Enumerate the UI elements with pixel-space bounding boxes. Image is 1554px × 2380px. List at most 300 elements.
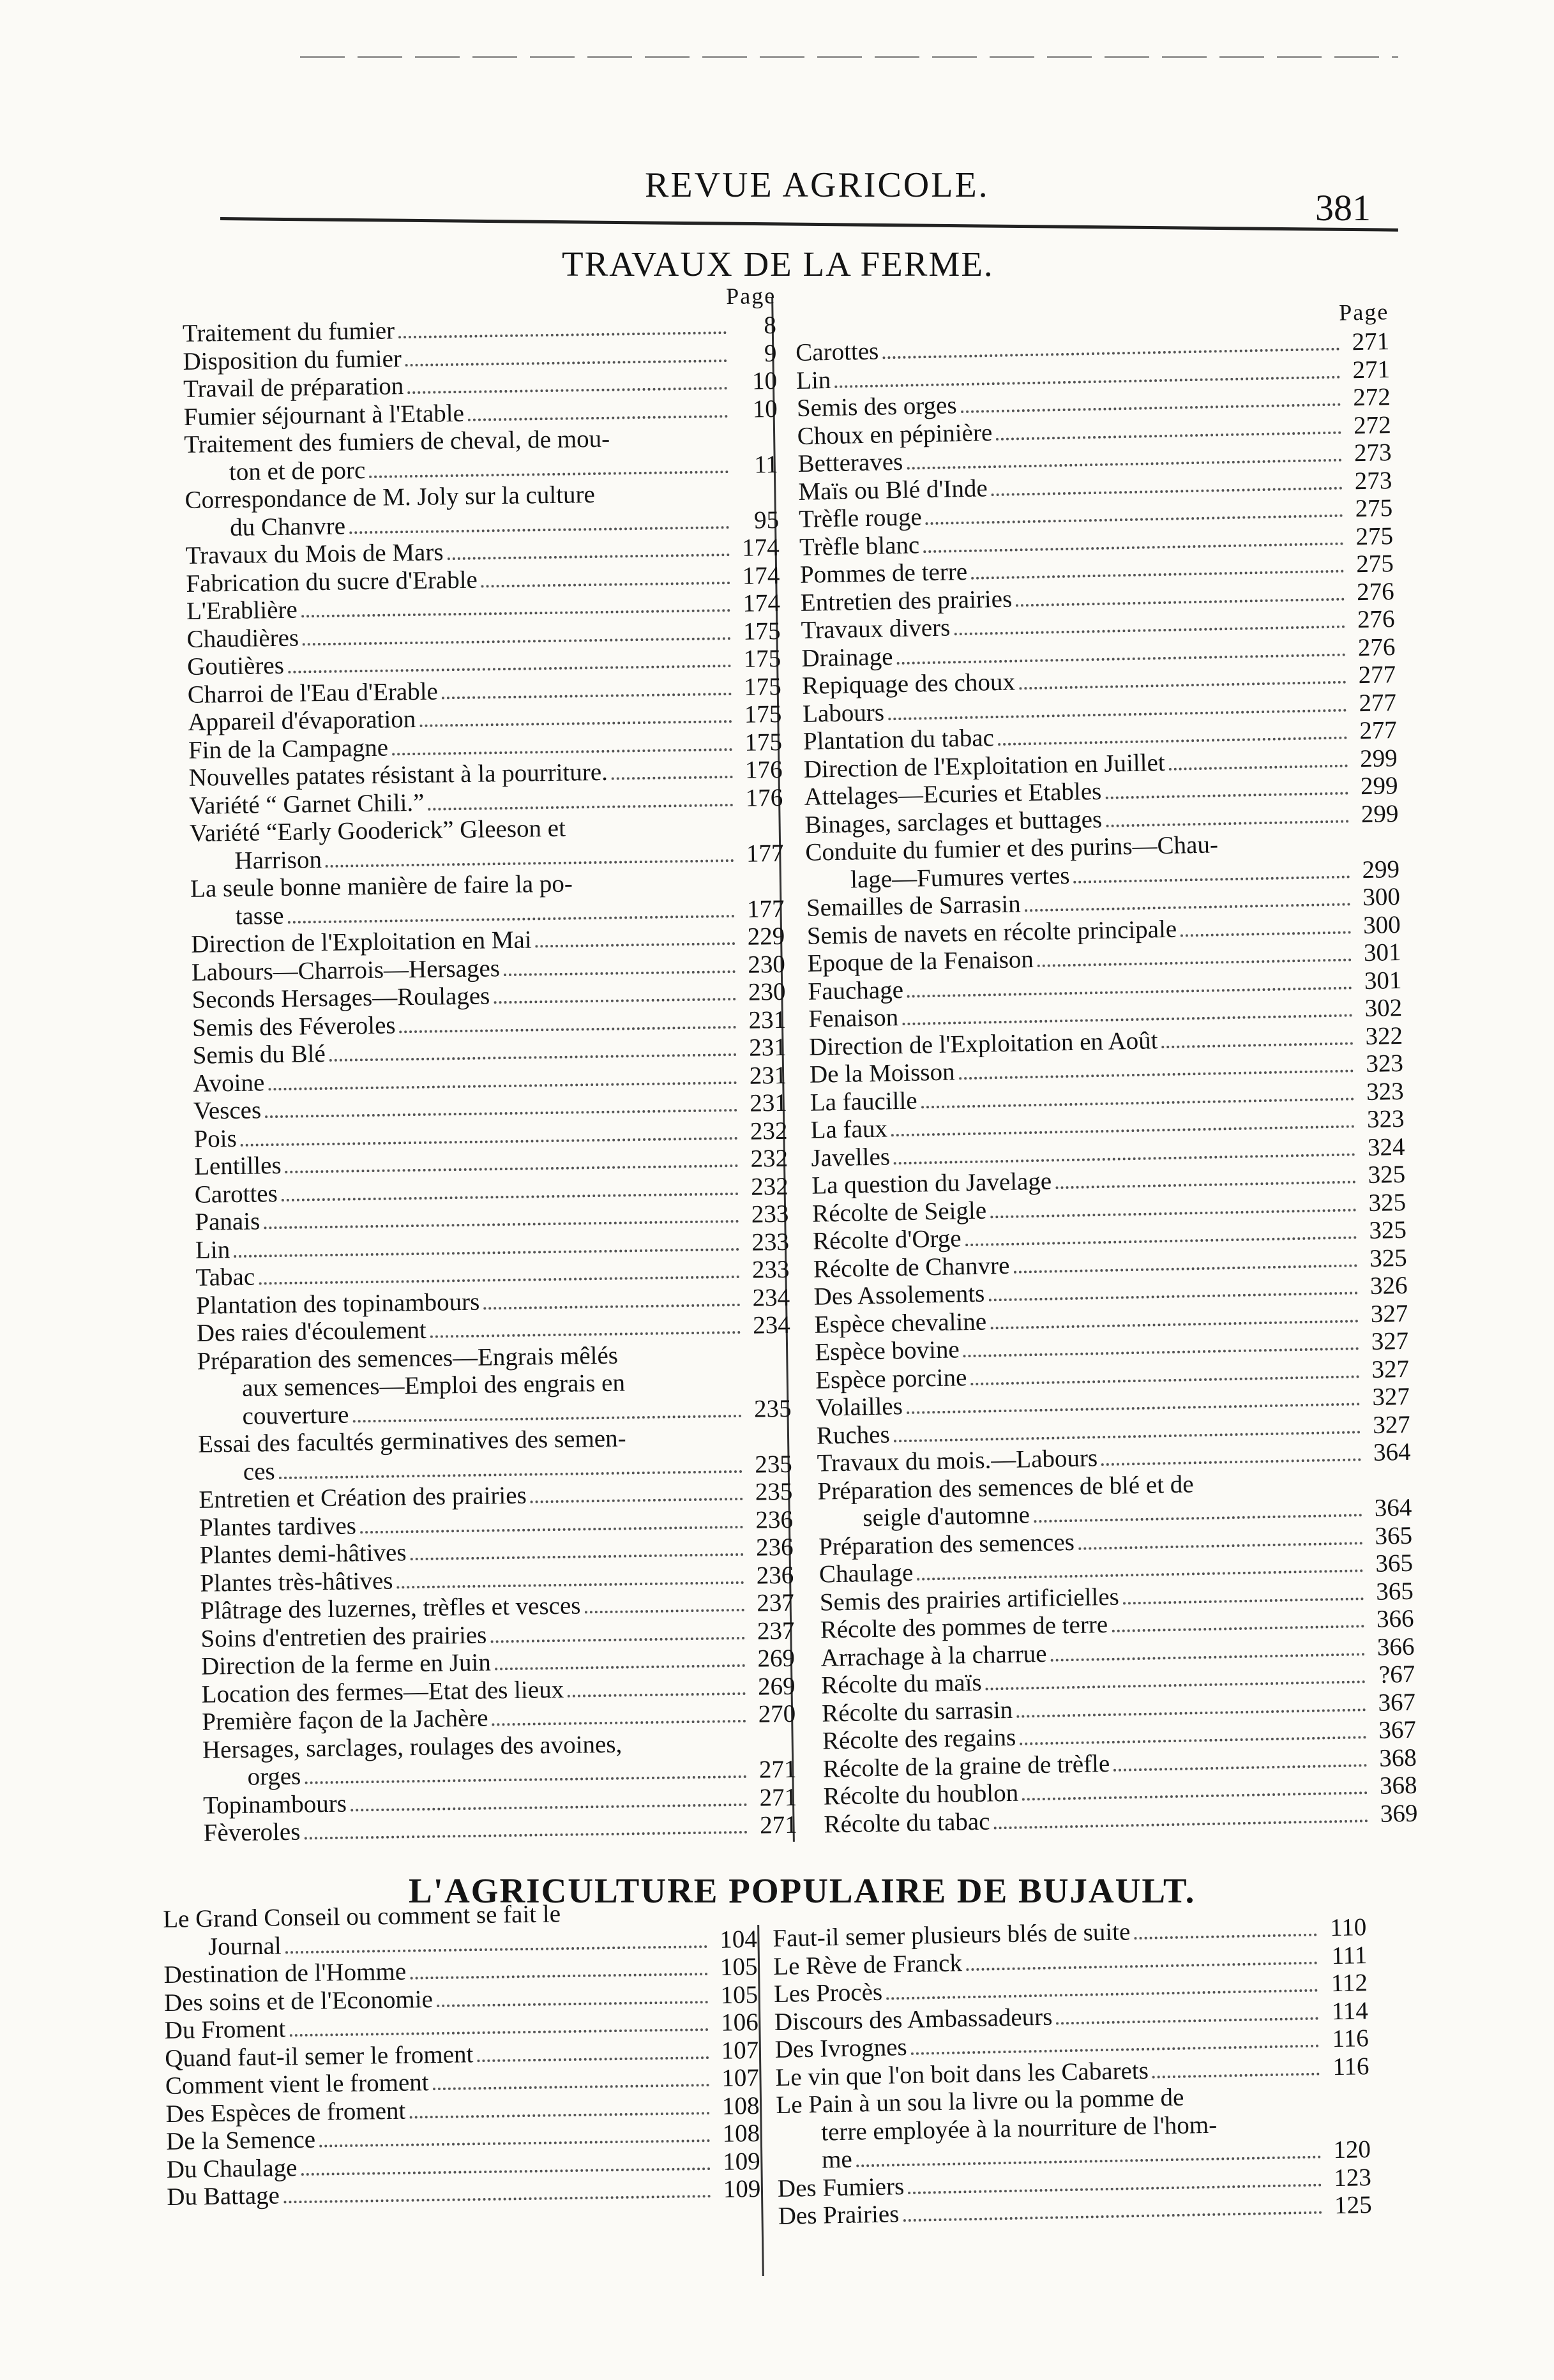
dot-leader — [289, 2028, 708, 2037]
dot-leader — [495, 1664, 745, 1670]
entry-title: Récolte de Chanvre — [813, 1251, 1010, 1283]
entry-page-number: 109 — [723, 2174, 761, 2203]
entry-page-number: 277 — [1359, 688, 1397, 717]
dot-leader — [1169, 764, 1348, 770]
entry-title: Fauchage — [808, 975, 904, 1005]
entry-page-number: 364 — [1374, 1493, 1412, 1522]
entry-title: terre employée à la nourriture de l'hom- — [820, 2111, 1218, 2146]
entry-title: Le Rève de Franck — [773, 1948, 963, 1980]
index-column-right-1 — [795, 298, 1418, 1838]
section-title-bujault: L'AGRICULTURE POPULAIRE DE BUJAULT. — [409, 1871, 1196, 1910]
entry-page-number: 176 — [744, 755, 783, 784]
dot-leader — [1019, 681, 1346, 690]
entry-page-number: 277 — [1358, 661, 1396, 689]
dot-leader — [1055, 1180, 1355, 1189]
entry-title: me — [821, 2145, 853, 2174]
entry-title: Récolte de Seigle — [811, 1196, 987, 1228]
dot-leader — [992, 486, 1343, 496]
dot-leader — [1101, 1458, 1361, 1466]
entry-title: Du Battage — [167, 2181, 280, 2211]
entry-title: Carottes — [795, 337, 879, 366]
entry-page-number: 175 — [743, 617, 781, 645]
entry-page-number: 230 — [748, 977, 786, 1006]
dot-leader — [442, 693, 732, 699]
entry-page-number: 234 — [752, 1311, 791, 1339]
dot-leader — [965, 1236, 1357, 1246]
entry-page-number: 235 — [753, 1394, 792, 1423]
entry-title: Traitement du fumier — [182, 317, 395, 347]
entry-title: Les Procès — [773, 1978, 883, 2008]
entry-page-number: 232 — [750, 1172, 788, 1201]
entry-title: Semis des orges — [796, 391, 957, 422]
entry-title: Panais — [195, 1207, 260, 1236]
entry-page-number: 123 — [1333, 2163, 1372, 2192]
dot-leader — [405, 359, 727, 366]
entry-title: La faux — [810, 1115, 888, 1144]
entry-page-number: 365 — [1375, 1577, 1414, 1606]
entry-page-number: 109 — [722, 2147, 760, 2176]
entry-title: Récolte du houblon — [823, 1779, 1019, 1811]
dot-leader — [1113, 1764, 1367, 1772]
dot-leader — [494, 998, 736, 1004]
entry-page-number: 175 — [743, 644, 781, 673]
entry-page-number: 234 — [752, 1283, 790, 1312]
dot-leader — [1123, 1597, 1364, 1604]
entry-list — [163, 1897, 761, 2211]
entry-title: Lin — [796, 366, 831, 395]
header-rule — [220, 217, 1398, 232]
entry-page-number: 364 — [1373, 1438, 1411, 1466]
entry-page-number: 231 — [750, 1088, 788, 1117]
entry-title: Récolte d'Orge — [812, 1224, 962, 1255]
entry-page-number: 231 — [748, 1033, 787, 1062]
entry-page-number: 120 — [1333, 2135, 1371, 2164]
dot-leader — [419, 720, 732, 727]
entry-title: Variété “ Garnet Chili.” — [188, 788, 425, 820]
dot-leader — [428, 804, 734, 811]
dot-leader — [903, 2211, 1322, 2222]
entry-title: Repiquage des choux — [801, 668, 1016, 700]
entry-page-number: 367 — [1378, 1688, 1416, 1717]
entry-title: Du Froment — [164, 2015, 286, 2044]
entry-page-number: 276 — [1357, 605, 1395, 634]
entry-title: Préparation des semences—Engrais mêlés — [197, 1341, 619, 1375]
entry-title: Semailles de Sarrasin — [806, 890, 1022, 922]
entry-title: Préparation des semences de blé et de — [817, 1470, 1194, 1505]
dot-leader — [612, 776, 733, 780]
dot-leader — [1152, 2072, 1320, 2078]
entry-title: Quand faut-il semer le froment — [165, 2040, 474, 2072]
entry-page-number: 273 — [1354, 466, 1392, 495]
dot-leader — [397, 1581, 744, 1588]
entry-title: Direction de l'Exploitation en Juillet — [803, 748, 1166, 783]
dot-leader — [407, 387, 727, 394]
dot-leader — [990, 1320, 1358, 1329]
entry-title: Récolte des pommes de terre — [820, 1610, 1108, 1644]
entry-title: Récolte du tabac — [824, 1807, 990, 1839]
entry-title: Pois — [193, 1124, 238, 1153]
entry-title: La faucille — [810, 1087, 918, 1117]
dot-leader — [908, 2183, 1322, 2194]
entry-title: Lentilles — [193, 1151, 282, 1180]
dot-leader — [265, 1109, 737, 1118]
entry-page-number: 323 — [1365, 1049, 1404, 1078]
entry-page-number: 368 — [1379, 1771, 1417, 1800]
dot-leader — [986, 1680, 1366, 1690]
entry-page-number: 105 — [720, 1980, 758, 2009]
running-header-title: REVUE AGRICOLE. — [645, 165, 990, 205]
entry-page-number: 325 — [1368, 1188, 1407, 1217]
dot-leader — [304, 1831, 747, 1840]
entry-title: lage—Fumures vertes — [850, 861, 1070, 893]
entry-page-number: 299 — [1361, 799, 1399, 828]
dot-leader — [285, 1945, 707, 1954]
entry-page-number: 95 — [753, 506, 780, 534]
dot-leader — [288, 665, 731, 674]
entry-title: Location des fermes—Etat des lieux — [201, 1675, 564, 1708]
entry-title: Des soins et de l'Economie — [163, 1985, 434, 2017]
entry-title: Javelles — [811, 1142, 891, 1172]
entry-title: Du Chaulage — [166, 2153, 298, 2183]
entry-page-number: 322 — [1365, 1021, 1403, 1050]
dot-leader — [971, 570, 1344, 580]
entry-title: Direction de l'Exploitation en Août — [808, 1026, 1158, 1061]
dot-leader — [492, 1720, 746, 1726]
entry-title: Trèfle blanc — [799, 531, 920, 561]
entry-page-number: 276 — [1356, 577, 1395, 606]
entry-title: Travaux du mois.—Labours — [817, 1444, 1098, 1477]
dot-leader — [966, 1961, 1317, 1971]
entry-page-number: 174 — [743, 589, 781, 617]
entry-title: De la Semence — [165, 2125, 316, 2155]
entry-page-number: 369 — [1380, 1799, 1418, 1828]
entry-title: Carottes — [194, 1179, 278, 1209]
entry-title: Semis de navets en récolte principale — [806, 915, 1177, 950]
dot-leader — [1112, 1625, 1364, 1632]
entry-page-number: 176 — [745, 783, 783, 812]
entry-title: Fabrication du sucre d'Erable — [186, 566, 478, 598]
entry-title: Attelages—Ecuries et Etables — [804, 777, 1102, 811]
index-column-left-2 — [163, 1897, 761, 2211]
entry-page-number: 275 — [1355, 522, 1394, 550]
entry-page-number: 107 — [721, 2063, 760, 2092]
entry-title: Charroi de l'Eau d'Erable — [187, 677, 439, 709]
entry-title: Plantes tardives — [199, 1511, 357, 1542]
entry-title: du Chanvre — [229, 511, 346, 541]
entry-page-number: 299 — [1360, 772, 1398, 801]
entry-title: Préparation des semences — [818, 1528, 1075, 1561]
entry-title: Semis du Blé — [192, 1039, 326, 1069]
entry-title: Traitement des fumiers de cheval, de mou- — [184, 425, 610, 458]
entry-title: Avoine — [193, 1068, 265, 1097]
dot-leader — [288, 915, 735, 924]
entry-page-number: 106 — [720, 2008, 758, 2037]
dot-leader — [329, 1053, 737, 1062]
entry-page-number: 300 — [1362, 910, 1401, 939]
entry-title: Travaux du Mois de Mars — [185, 538, 444, 569]
entry-title: Des Ivrognes — [774, 2033, 908, 2063]
entry-title: Direction de l'Exploitation en Mai — [191, 926, 532, 958]
entry-page-number: 327 — [1371, 1382, 1410, 1411]
entry-page-number: 229 — [747, 922, 785, 951]
entry-title: La seule bonne manière de faire la po- — [190, 870, 573, 903]
dot-leader — [923, 542, 1343, 553]
top-decorative-line — [300, 56, 1398, 58]
entry-title: Des Espèces de froment — [165, 2097, 406, 2128]
entry-page-number: 233 — [751, 1255, 790, 1284]
entry-page-number: 111 — [1331, 1941, 1368, 1970]
entry-page-number: 235 — [754, 1450, 793, 1479]
entry-title: Fenaison — [808, 1004, 899, 1033]
dot-leader — [994, 1819, 1368, 1829]
entry-page-number: 177 — [746, 839, 784, 868]
entry-page-number: 114 — [1331, 1996, 1369, 2025]
entry-page-number: 175 — [744, 700, 782, 728]
entry-title: ton et de porc — [229, 456, 366, 486]
entry-title: Récolte des regains — [822, 1723, 1016, 1755]
dot-leader — [954, 626, 1345, 636]
entry-title: Drainage — [801, 642, 893, 672]
dot-leader — [410, 1973, 707, 1980]
entry-title: Conduite du fumier et des purins—Chau- — [804, 831, 1219, 866]
entry-title: Nouvelles patates résistant à la pourriture. — [188, 758, 608, 792]
dot-leader — [349, 526, 729, 534]
entry-page-number: 323 — [1366, 1077, 1405, 1106]
dot-leader — [437, 2001, 708, 2007]
entry-title: Correspondance de M. Joly sur la culture — [185, 481, 596, 514]
entry-page-number: 275 — [1355, 494, 1393, 523]
dot-leader — [1022, 1791, 1368, 1800]
dot-leader — [585, 1609, 744, 1613]
dot-leader — [409, 2112, 709, 2119]
entry-title: Journal — [207, 1931, 282, 1961]
entry-page-number: 325 — [1369, 1244, 1408, 1272]
dot-leader — [360, 1525, 743, 1533]
entry-title: Entretien et Création des prairies — [199, 1481, 527, 1514]
dot-leader — [1105, 792, 1348, 799]
entry-page-number: 231 — [748, 1005, 787, 1034]
dot-leader — [351, 1803, 747, 1811]
dot-leader — [1106, 820, 1348, 827]
entry-page-number: 271 — [758, 1755, 797, 1784]
dot-leader — [369, 471, 728, 478]
dot-leader — [319, 2139, 710, 2148]
dot-leader — [988, 1292, 1357, 1301]
entry-page-number: 325 — [1368, 1160, 1406, 1189]
dot-leader — [963, 1347, 1359, 1357]
dot-leader — [411, 1553, 744, 1560]
entry-title: Semis des prairies artificielles — [819, 1583, 1120, 1616]
entry-page-number: 301 — [1364, 966, 1402, 995]
entry-title: Hersages, sarclages, roulages des avoines, — [202, 1730, 622, 1764]
entry-page-number: 231 — [749, 1061, 787, 1090]
entry-title: Le Grand Conseil ou comment se fait le — [163, 1900, 561, 1933]
entry-page-number: 366 — [1376, 1604, 1414, 1633]
entry-page-number: 327 — [1370, 1299, 1408, 1328]
entry-page-number: 323 — [1366, 1104, 1405, 1134]
dot-leader — [504, 970, 736, 975]
dot-leader — [1056, 2017, 1318, 2024]
entry-title: Des raies d'écoulement — [196, 1316, 427, 1347]
dot-leader — [1162, 1042, 1354, 1048]
entry-page-number: 8 — [764, 312, 777, 340]
entry-page-number: 327 — [1371, 1327, 1409, 1355]
entry-page-number: 233 — [751, 1200, 789, 1228]
dot-leader — [268, 1081, 737, 1090]
entry-title: Plantes très-hâtives — [199, 1567, 393, 1597]
entry-page-number: 107 — [721, 2036, 759, 2065]
entry-list — [183, 312, 797, 1847]
entry-title: Goutières — [186, 651, 285, 681]
entry-title: Essai des facultés germinatives des semen- — [197, 1424, 626, 1458]
entry-page-number: 275 — [1355, 550, 1394, 578]
entry-page-number: 232 — [750, 1117, 788, 1145]
entry-page-number: 10 — [752, 395, 778, 423]
entry-page-number: 116 — [1332, 2052, 1369, 2081]
entry-title: Le Pain à un sou la livre ou la pomme de — [776, 2083, 1184, 2119]
entry-page-number: 269 — [757, 1644, 796, 1673]
dot-leader — [1134, 1934, 1316, 1939]
entry-title: Maïs ou Blé d'Inde — [798, 474, 988, 506]
entry-page-number: 233 — [751, 1228, 790, 1256]
entry-page-number: 277 — [1359, 716, 1398, 745]
dot-leader — [285, 1164, 739, 1173]
entry-title: Binages, sarclages et buttages — [804, 805, 1103, 839]
entry-title: couverture — [242, 1401, 349, 1430]
entry-page-number: 368 — [1378, 1744, 1417, 1772]
dot-leader — [1020, 1736, 1366, 1745]
entry-page-number: 174 — [742, 561, 780, 590]
entry-title: Fèveroles — [203, 1818, 301, 1847]
dot-leader — [264, 1220, 739, 1229]
dot-leader — [1037, 958, 1352, 967]
entry-page-number: 269 — [757, 1672, 796, 1701]
entry-page-number: 105 — [720, 1953, 758, 1981]
index-column-left-1 — [182, 282, 797, 1847]
entry-title: Plantation des topinambours — [195, 1288, 480, 1320]
entry-title: Espèce chevaline — [814, 1307, 987, 1339]
dot-leader — [400, 1025, 737, 1032]
entry-title: Betteraves — [797, 448, 903, 478]
entry-page-number: 271 — [1352, 328, 1390, 356]
dot-leader — [886, 1989, 1318, 2000]
dot-leader — [352, 1414, 741, 1422]
dot-leader — [1078, 1542, 1362, 1550]
entry-title: Destination de l'Homme — [163, 1957, 407, 1989]
entry-title: L'Erablière — [186, 596, 298, 625]
entry-page-number: 175 — [744, 728, 783, 757]
dot-leader — [448, 554, 730, 560]
dot-leader — [259, 1276, 739, 1285]
entry-page-number: 365 — [1375, 1521, 1413, 1550]
entry-page-number: 367 — [1378, 1715, 1417, 1744]
entry-title: La question du Javelage — [811, 1167, 1052, 1200]
entry-page-number: 116 — [1332, 2024, 1369, 2053]
entry-page-number: 326 — [1369, 1271, 1408, 1300]
entry-title: Choux en pépinière — [797, 418, 993, 450]
entry-title: Des Assolements — [813, 1279, 985, 1311]
dot-leader — [961, 403, 1341, 413]
dot-leader — [283, 2195, 711, 2203]
entry-page-number: 104 — [720, 1925, 758, 1954]
entry-title: Chaudières — [186, 623, 299, 653]
entry-title: Trèfle rouge — [798, 503, 923, 533]
entry-title: Espèce bovine — [814, 1336, 960, 1366]
entry-page-number: 327 — [1372, 1410, 1411, 1439]
entry-title: Topinambours — [202, 1789, 347, 1819]
entry-title: Espèce porcine — [815, 1363, 967, 1394]
entry-page-number: 302 — [1364, 993, 1403, 1023]
entry-title: Récolte du maïs — [820, 1668, 983, 1699]
entry-title: Comment vient le froment — [165, 2068, 429, 2100]
entry-page-number: 271 — [759, 1811, 797, 1839]
entry-title: Entretien des prairies — [800, 585, 1013, 617]
entry-title: Epoque de la Fenaison — [807, 945, 1034, 977]
dot-leader — [305, 1775, 746, 1784]
entry-page-number: 9 — [764, 339, 777, 367]
entry-title: Plantation du tabac — [803, 724, 995, 755]
entry-page-number: 11 — [754, 450, 779, 479]
entry-list — [796, 328, 1418, 1838]
dot-leader — [536, 942, 736, 947]
dot-leader — [301, 609, 730, 617]
entry-page-number: 325 — [1368, 1216, 1407, 1244]
entry-title: Soins d'entretien des prairies — [200, 1621, 487, 1653]
entry-page-number: 272 — [1352, 383, 1391, 412]
entry-title: Le vin que l'on boit dans les Cabarets — [775, 2056, 1149, 2091]
entry-title: Des Prairies — [778, 2200, 900, 2230]
entry-title: Volailles — [815, 1392, 903, 1422]
dot-leader — [1014, 1264, 1357, 1273]
entry-page-number: 236 — [755, 1505, 794, 1534]
entry-page-number: 270 — [758, 1699, 796, 1728]
dot-leader — [911, 2045, 1319, 2055]
entry-page-number: 237 — [756, 1588, 795, 1617]
entry-title: Plantes demi-hâtives — [199, 1539, 407, 1569]
dot-leader — [1051, 1653, 1365, 1661]
entry-title: Disposition du fumier — [183, 344, 402, 375]
entry-page-number: 110 — [1329, 1913, 1367, 1942]
entry-page-number: 125 — [1334, 2191, 1373, 2220]
dot-leader — [1181, 931, 1351, 937]
entry-page-number: 300 — [1362, 882, 1401, 912]
dot-leader — [241, 1136, 738, 1146]
entry-title: orges — [247, 1762, 301, 1791]
page-column-heading: Page — [1338, 299, 1389, 326]
dot-leader — [1034, 1514, 1362, 1523]
entry-title: Travail de préparation — [183, 372, 404, 403]
dot-leader — [303, 637, 731, 645]
entry-title: Labours — [802, 698, 885, 728]
entry-page-number: 112 — [1331, 1969, 1368, 1998]
entry-title: Chaulage — [818, 1558, 914, 1588]
dot-leader — [234, 1247, 739, 1257]
entry-title: Vesces — [193, 1096, 262, 1125]
dot-leader — [392, 748, 732, 755]
entry-page-number: ?67 — [1378, 1660, 1415, 1689]
dot-leader — [959, 1069, 1354, 1080]
entry-title: Récolte de la graine de trèfle — [822, 1749, 1110, 1783]
dot-leader — [926, 515, 1343, 525]
entry-title: seigle d'automne — [862, 1501, 1030, 1532]
entry-title: Discours des Ambassadeurs — [774, 2003, 1053, 2036]
dot-leader — [998, 737, 1347, 746]
dot-leader — [398, 331, 727, 338]
entry-title: Première façon de la Jachère — [202, 1704, 488, 1736]
entry-title: Pommes de terre — [799, 557, 968, 589]
entry-title: ces — [243, 1457, 275, 1486]
dot-leader — [1025, 903, 1350, 912]
